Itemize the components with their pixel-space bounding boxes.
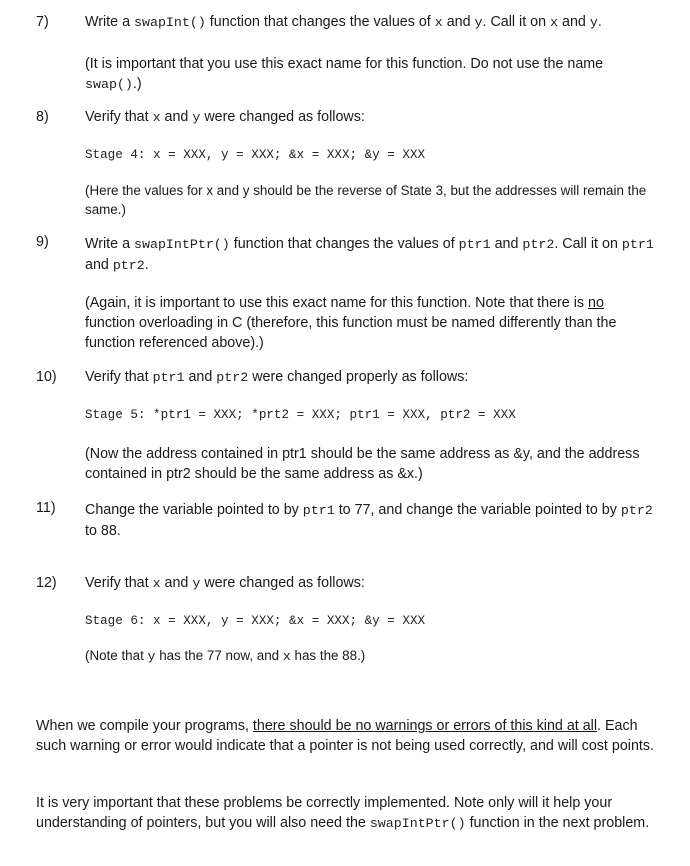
item-11-instruction: Change the variable pointed to by ptr1 to 77, and change the variable pointed to by ptr2 to 88. [85,502,653,539]
item-number: 8) [36,109,49,125]
item-9-note: (Again, it is important to use this exact name for this function. Note that there is no function overloading in C (therefore, this function must be named differently than the function referenced above).) [85,295,617,351]
item-12-note: (Note that y has the 77 now, and x has the 88.) [85,648,366,664]
item-8-note: (Here the values for x and y should be the reverse of State 3, but the addresses will remain the same.) [85,183,647,217]
item-number: 12) [36,575,57,591]
item-number: 11) [36,500,56,516]
item-number: 10) [36,369,57,385]
stage-5-code: Stage 5: *ptr1 = XXX; *prt2 = XXX; ptr1 = XXX, ptr2 = XXX [85,408,516,422]
closing-paragraph-warnings: When we compile your programs, there should be no warnings or errors of this kind at all. Each such warning or error would indicate that a pointer is not being used correctly, and will cost points. [36,718,654,754]
item-number: 9) [36,234,49,250]
item-9-instruction: Write a swapIntPtr() function that changes the values of ptr1 and ptr2. Call it on ptr1 and ptr2. [85,236,654,273]
stage-4-code: Stage 4: x = XXX, y = XXX; &x = XXX; &y = XXX [85,148,426,162]
stage-6-code: Stage 6: x = XXX, y = XXX; &x = XXX; &y = XXX [85,614,426,628]
item-7-instruction: Write a swapInt() function that changes the values of x and y. Call it on x and y. [85,14,602,30]
item-12-instruction: Verify that x and y were changed as follows: [85,575,365,591]
item-8-instruction: Verify that x and y were changed as follows: [85,109,365,125]
item-7-note: (It is important that you use this exact name for this function. Do not use the name swap().) [85,56,604,92]
item-10-note: (Now the address contained in ptr1 should be the same address as &y, and the address contained in ptr2 should be the same address as &x.) [85,446,640,482]
item-number: 7) [36,14,49,30]
item-10-instruction: Verify that ptr1 and ptr2 were changed properly as follows: [85,369,469,385]
closing-paragraph-importance: It is very important that these problems be correctly implemented. Note only will it help your understanding of pointers, but you will also need the swapIntPtr() function in the next problem. [36,795,650,831]
